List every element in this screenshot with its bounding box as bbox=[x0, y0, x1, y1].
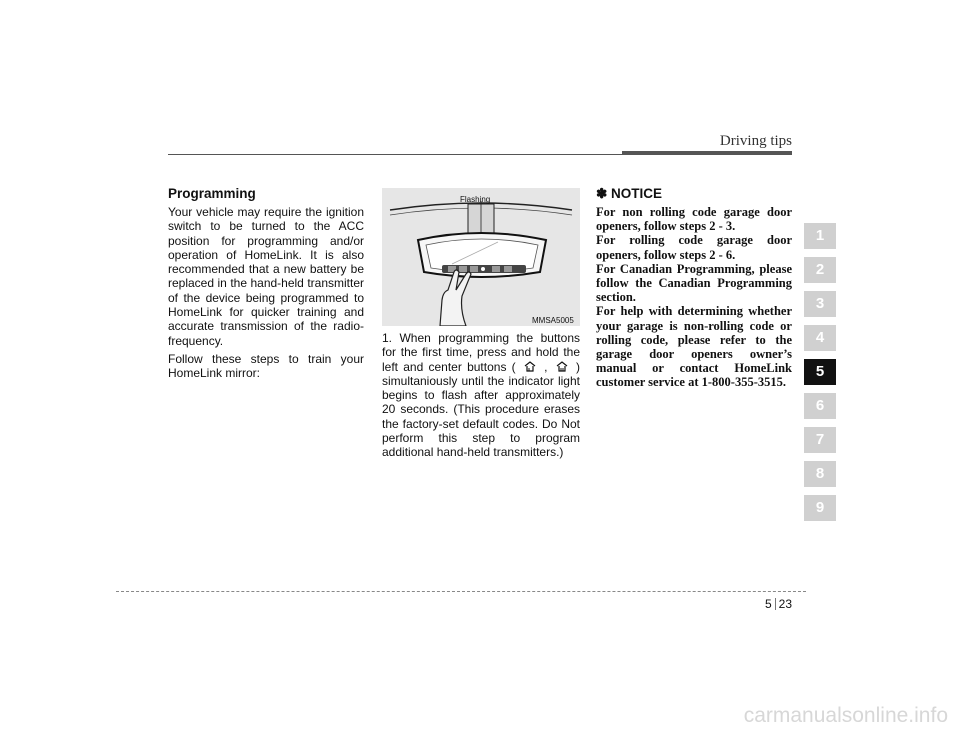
homelink-button-right bbox=[470, 266, 478, 272]
chapter-tab-7[interactable]: 7 bbox=[804, 427, 836, 453]
programming-column bbox=[168, 186, 364, 385]
footer-rule bbox=[116, 591, 806, 592]
mirror-button-b bbox=[504, 266, 512, 272]
notice-body bbox=[596, 205, 792, 390]
figure-code: MMSA5005 bbox=[532, 316, 574, 325]
header-rule-accent bbox=[622, 151, 792, 155]
chapter-tab-3[interactable]: 3 bbox=[804, 291, 836, 317]
programming-heading: Programming bbox=[168, 186, 256, 201]
homelink-mirror-figure bbox=[382, 188, 580, 326]
chapter-tabs bbox=[804, 223, 836, 529]
notice-line-3: For Canadian Programming, please follow the Canadian Programming section. bbox=[596, 261, 792, 305]
homelink-button-center bbox=[459, 266, 467, 272]
mirror-illustration bbox=[382, 188, 580, 326]
chapter-tab-2[interactable]: 2 bbox=[804, 257, 836, 283]
mirror-button-a bbox=[492, 266, 500, 272]
footer-page: 23 bbox=[778, 597, 792, 611]
figure-flashing-label: Flashing bbox=[460, 195, 491, 204]
notice-line-1: For non rolling code garage door openers, follow steps 2 - 3. bbox=[596, 205, 792, 234]
step1-text-a: 1. When programming the buttons for the first time, press and hold the left and center buttons ( bbox=[382, 331, 580, 374]
notice-line-4: For help with determining whether your garage is non-rolling code or rolling code, please refer to the garage door openers owner’s manual or contact HomeLink customer service at 1-800-355-3515. bbox=[596, 304, 792, 390]
watermark: carmanualsonline.info bbox=[743, 704, 948, 727]
step1-text-b: , bbox=[544, 359, 548, 374]
programming-paragraph-1: Your vehicle may require the ignition switch to be turned to the ACC position for programming and/or operation of HomeLink. It is also recommended that a new battery be replaced in the hand-held transmitter of the device being programmed to HomeLink for quicker training and accurate transmission of the radio-frequency. bbox=[168, 205, 364, 348]
page-number bbox=[740, 597, 792, 611]
step1-column bbox=[382, 331, 580, 460]
notice-line-2: For rolling code garage door openers, follow steps 2 - 6. bbox=[596, 233, 792, 262]
chapter-tab-4[interactable]: 4 bbox=[804, 325, 836, 351]
section-title: Driving tips bbox=[719, 133, 792, 149]
homelink-button-1-icon bbox=[523, 360, 537, 372]
chapter-tab-1[interactable]: 1 bbox=[804, 223, 836, 249]
pressing-hand bbox=[440, 270, 471, 326]
homelink-button-2-icon bbox=[555, 360, 569, 372]
step1-text-d: indicator light begins to flash after approximately 20 seconds. (This procedure erases the factory-set default codes. Do Not perform this step to program additional hand-held transmitters.) bbox=[382, 373, 580, 460]
chapter-tab-5[interactable]: 5 bbox=[804, 359, 836, 385]
indicator-light bbox=[481, 267, 485, 271]
page-number-separator bbox=[775, 598, 776, 610]
step1-text-c: ) simultaniously until the bbox=[382, 359, 580, 388]
chapter-tab-9[interactable]: 9 bbox=[804, 495, 836, 521]
notice-title: ✽ NOTICE bbox=[596, 186, 663, 201]
programming-paragraph-2: Follow these steps to train your HomeLink mirror: bbox=[168, 351, 364, 381]
footer-chapter: 5 bbox=[764, 597, 772, 611]
chapter-tab-6[interactable]: 6 bbox=[804, 393, 836, 419]
step1-paragraph bbox=[382, 331, 580, 460]
notice-box bbox=[596, 186, 792, 390]
chapter-tab-8[interactable]: 8 bbox=[804, 461, 836, 487]
